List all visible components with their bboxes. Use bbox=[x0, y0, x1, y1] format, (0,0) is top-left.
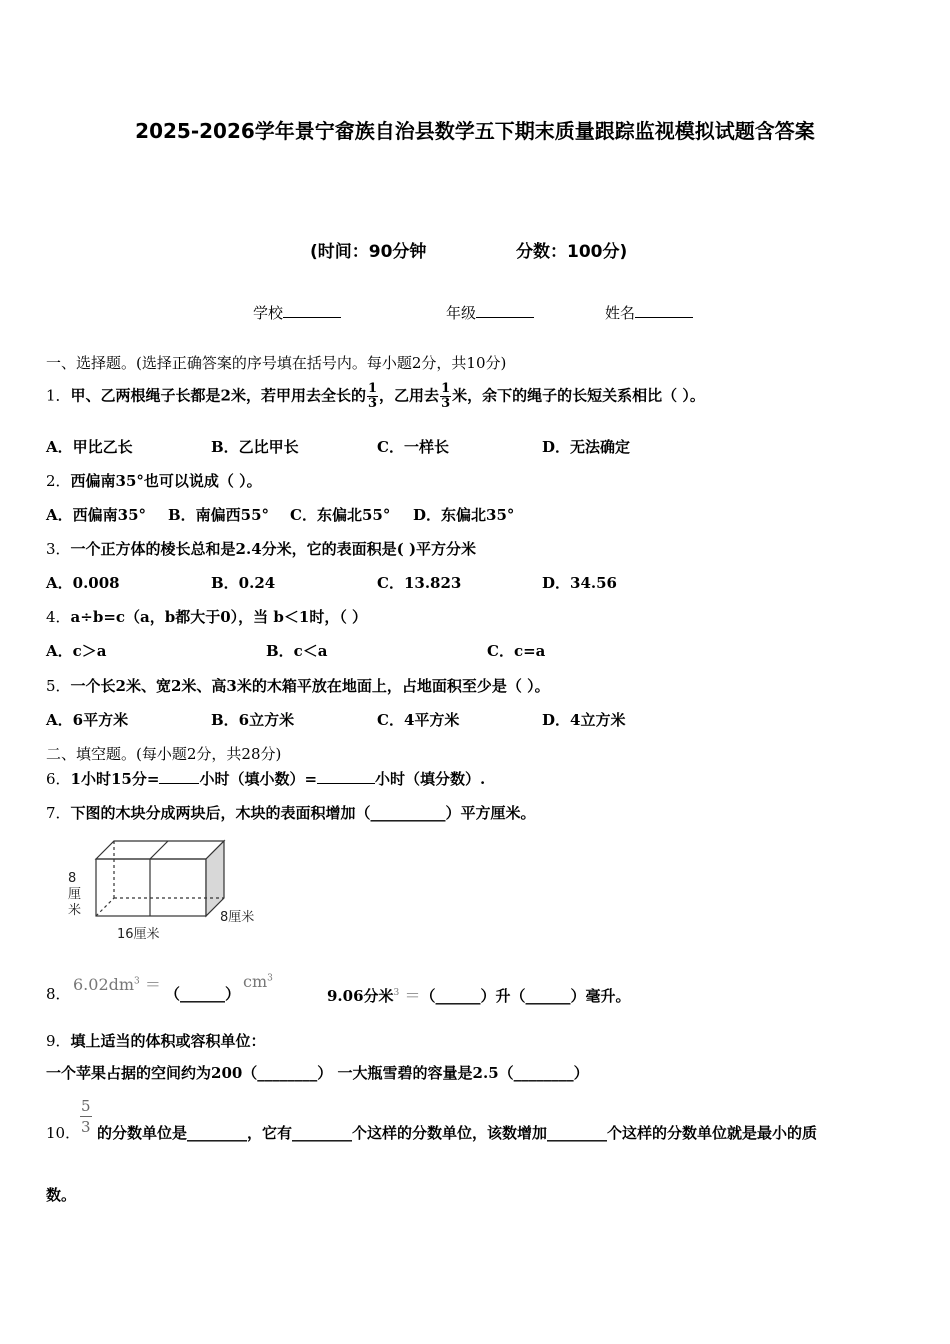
name-field[interactable]: 姓名 bbox=[605, 302, 693, 323]
q4-option-a[interactable]: A．c＞a bbox=[46, 642, 107, 660]
hidden-edge-diagonal bbox=[96, 898, 114, 916]
block-top-face bbox=[96, 841, 224, 859]
q2-option-d[interactable]: D．东偏北35° bbox=[413, 506, 515, 524]
q3-option-a[interactable]: A．0.008 bbox=[46, 574, 120, 592]
question-4: 4．a÷b=c（a，b都大于0），当 b＜1时，（ ） bbox=[46, 608, 368, 626]
question-3: 3．一个正方体的棱长总和是2.4分米，它的表面积是( )平方分米 bbox=[46, 540, 477, 558]
question-7: 7．下图的木块分成两块后，木块的表面积增加（__________）平方厘米。 bbox=[46, 804, 536, 822]
q6-blank-2[interactable] bbox=[317, 769, 375, 784]
q1-option-c[interactable]: C．一样长 bbox=[377, 438, 449, 456]
q3-option-b[interactable]: B．0.24 bbox=[211, 574, 276, 592]
question-1: 1．甲、乙两根绳子长都是2米，若甲用去全长的 $\frac{1}{3}$ ，乙用去 $\frac{1}{3}$ 米，余下的绳子的长短关系相比（ ）。 bbox=[46, 381, 705, 411]
section-1-heading: 一、选择题。(选择正确答案的序号填在括号内。每小题2分，共10分) bbox=[46, 354, 507, 372]
q4-option-c[interactable]: C．c=a bbox=[487, 642, 546, 660]
fraction-one-third: $\frac{1}{3}$ bbox=[368, 381, 378, 411]
q5-option-c[interactable]: C．4平方米 bbox=[377, 711, 460, 729]
exam-time: (时间：90分钟 bbox=[310, 242, 427, 262]
school-field[interactable]: 学校 bbox=[253, 302, 341, 323]
q1-option-a[interactable]: A．甲比乙长 bbox=[46, 438, 133, 456]
q8-blank-1[interactable]: （______） bbox=[165, 985, 241, 1003]
page-title: 2025-2026学年景宁畲族自治县数学五下期末质量跟踪监视模拟试题含答案 bbox=[135, 119, 815, 143]
height-label-mi: 米 bbox=[68, 903, 82, 918]
block-front-face bbox=[96, 859, 206, 916]
q3-option-d[interactable]: D．34.56 bbox=[542, 574, 617, 592]
exam-score: 分数：100分) bbox=[516, 242, 628, 262]
q6-blank-1[interactable] bbox=[159, 769, 199, 784]
q2-option-b[interactable]: B．南偏西55° bbox=[168, 506, 270, 524]
q4-option-b[interactable]: B．c＜a bbox=[266, 642, 328, 660]
height-label-li: 厘 bbox=[68, 887, 82, 902]
question-9: 9．填上适当的体积或容积单位： bbox=[46, 1032, 266, 1050]
q3-option-c[interactable]: C．13.823 bbox=[377, 574, 462, 592]
block-divider-top bbox=[150, 841, 168, 859]
question-5: 5．一个长2米、宽2米、高3米的木箱平放在地面上，占地面积至少是（ ）。 bbox=[46, 677, 550, 695]
question-10-cont: 数。 bbox=[46, 1186, 77, 1204]
q5-option-d[interactable]: D．4立方米 bbox=[542, 711, 626, 729]
depth-label: 8厘米 bbox=[220, 910, 255, 925]
grade-field[interactable]: 年级 bbox=[446, 302, 534, 323]
fraction-five-thirds: 5 3 bbox=[81, 1097, 91, 1136]
q8-unit: $cm^3$ bbox=[243, 972, 273, 991]
length-label: 16厘米 bbox=[117, 927, 160, 942]
question-2: 2．西偏南35°也可以说成（ ）。 bbox=[46, 472, 262, 490]
q5-option-b[interactable]: B．6立方米 bbox=[211, 711, 295, 729]
q5-option-a[interactable]: A．6平方米 bbox=[46, 711, 129, 729]
question-8-part1: $6.02dm^3$ ＝ bbox=[73, 975, 161, 994]
fraction-one-third-2: $\frac{1}{3}$ bbox=[441, 381, 451, 411]
block-side-face bbox=[206, 841, 224, 916]
q2-option-c[interactable]: C．东偏北55° bbox=[290, 506, 391, 524]
question-10-num: 10． bbox=[46, 1124, 81, 1142]
question-10-text: 的分数单位是________，它有________个这样的分数单位，该数增加________个这样的分数单位就是最小的质 bbox=[97, 1124, 818, 1142]
q1-option-b[interactable]: B．乙比甲长 bbox=[211, 438, 299, 456]
height-label-num: 8 bbox=[68, 871, 77, 886]
question-8-part2: 9.06分米$^3$ ＝（______）升（______）毫升。 bbox=[327, 986, 631, 1005]
q2-option-a[interactable]: A．西偏南35° bbox=[46, 506, 147, 524]
question-9-line: 一个苹果占据的空间约为200（________） 一大瓶雪碧的容量是2.5（________） bbox=[46, 1064, 589, 1082]
question-8-num: 8． bbox=[46, 985, 71, 1003]
section-2-heading: 二、填空题。(每小题2分，共28分) bbox=[46, 745, 282, 763]
question-6: 6．1小时15分= 小时（填小数）= 小时（填分数）. bbox=[46, 770, 486, 788]
q1-option-d[interactable]: D．无法确定 bbox=[542, 438, 631, 456]
wooden-block-figure bbox=[62, 832, 272, 947]
